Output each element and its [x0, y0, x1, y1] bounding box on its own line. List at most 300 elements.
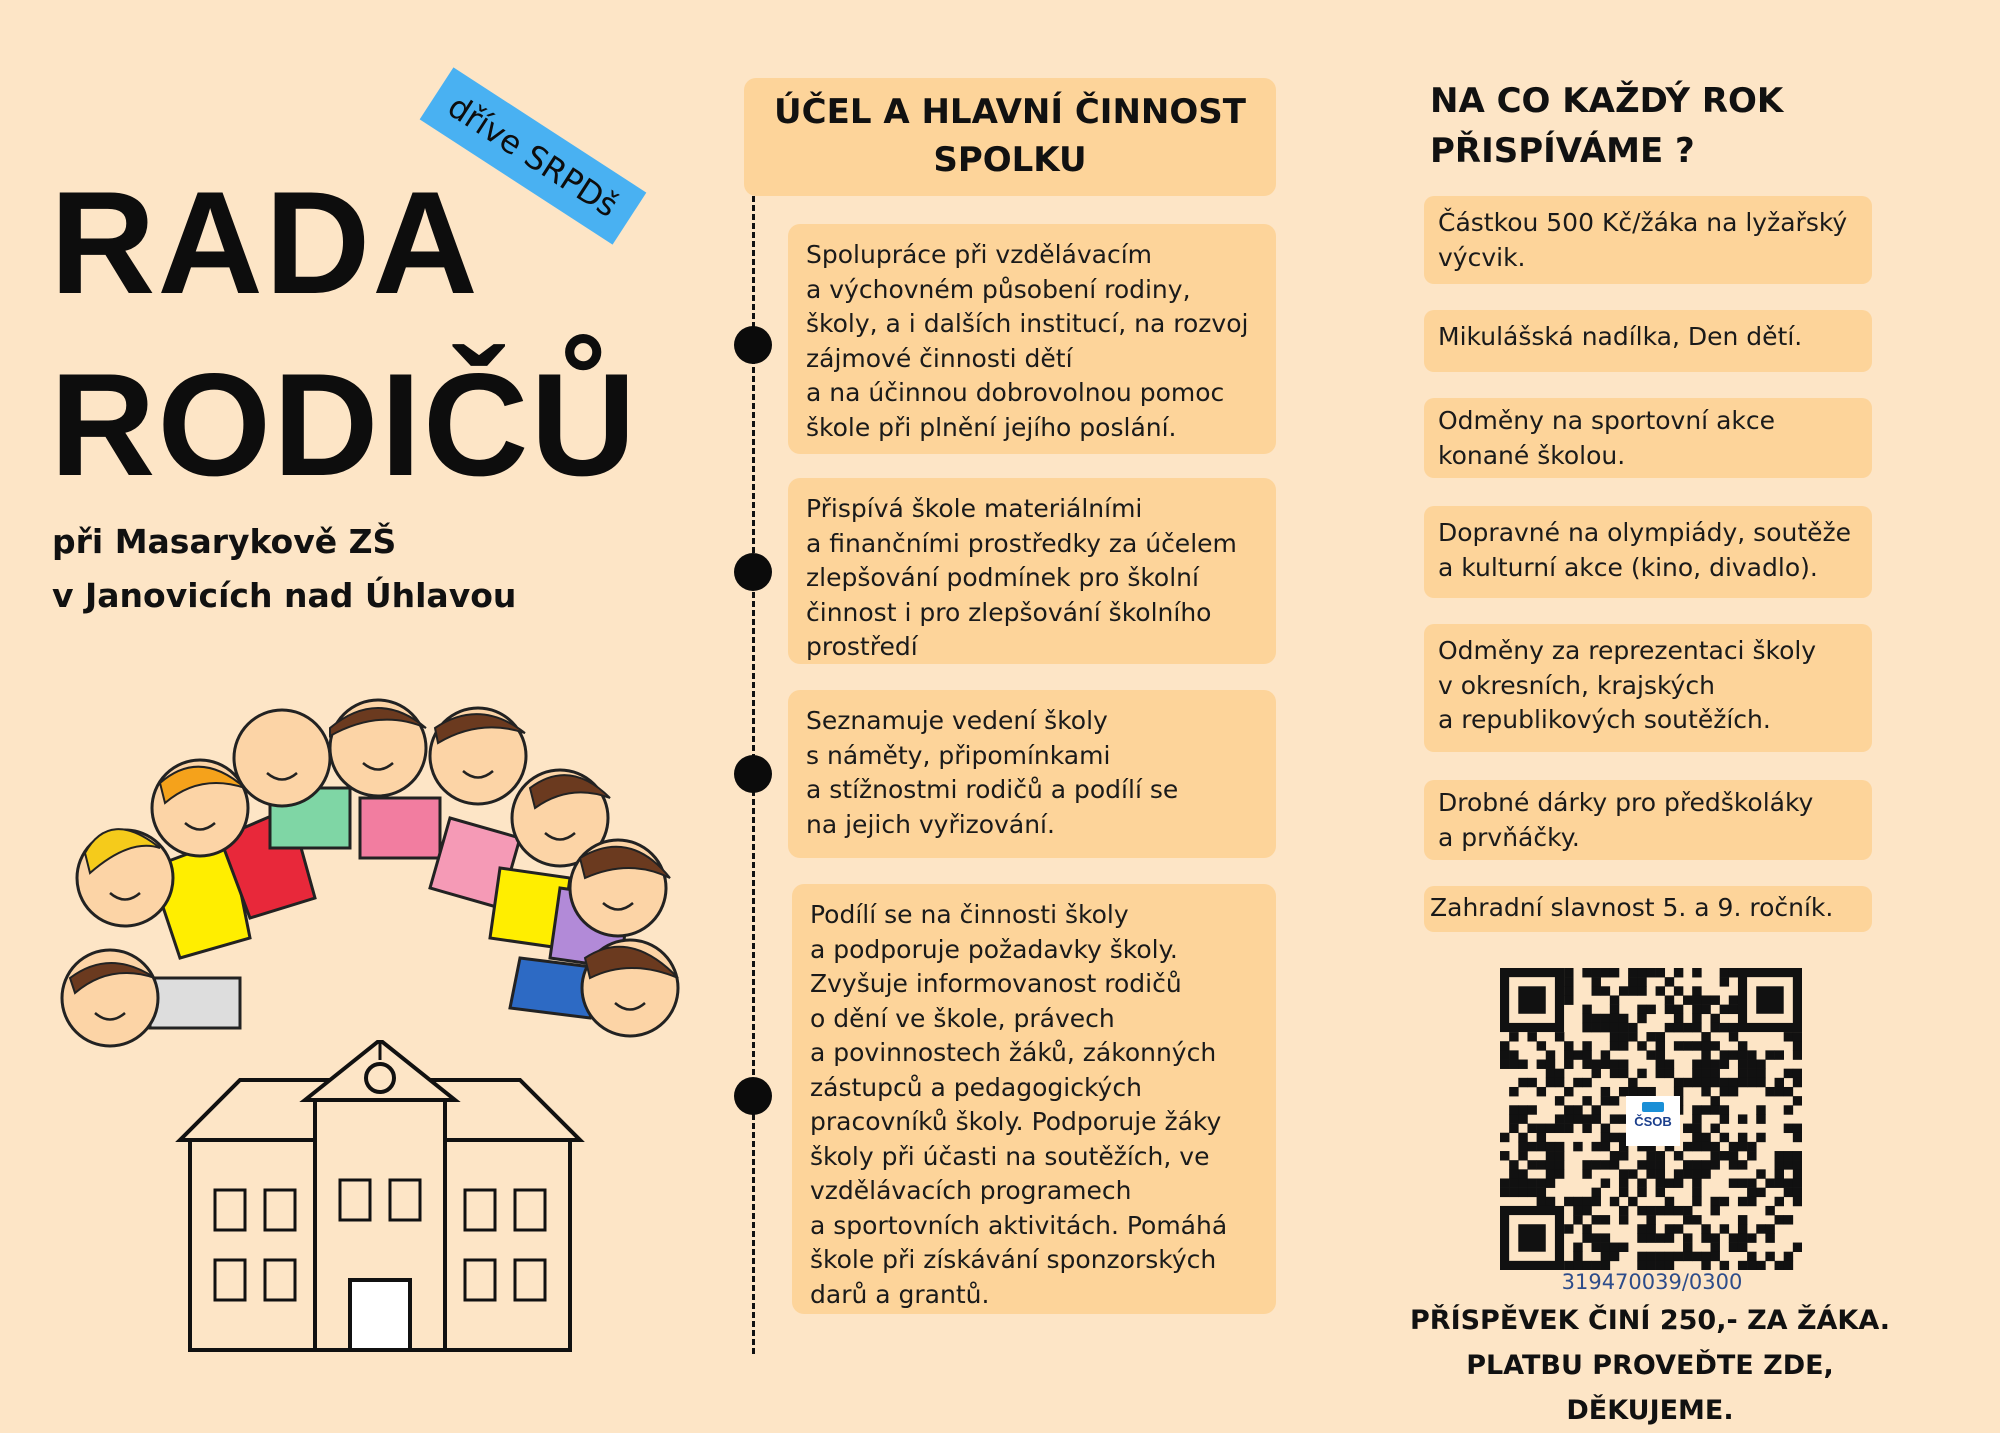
- qr-module: [1738, 1142, 1747, 1151]
- qr-module: [1765, 1233, 1774, 1242]
- qr-module: [1692, 986, 1701, 995]
- qr-module: [1601, 1215, 1610, 1224]
- qr-module: [1710, 1197, 1719, 1206]
- qr-module: [1509, 1032, 1518, 1041]
- qr-module: [1692, 1215, 1701, 1224]
- qr-module: [1509, 1169, 1518, 1178]
- qr-module: [1701, 1032, 1710, 1041]
- qr-module: [1683, 1215, 1692, 1224]
- qr-module: [1674, 1041, 1683, 1050]
- qr-module: [1674, 1087, 1683, 1096]
- qr-module: [1582, 1261, 1591, 1270]
- qr-module: [1710, 1160, 1719, 1169]
- qr-module: [1518, 1078, 1527, 1087]
- qr-module: [1555, 1114, 1564, 1123]
- csob-logo: [1626, 1096, 1680, 1146]
- qr-module: [1518, 1114, 1527, 1123]
- qr-module: [1646, 1206, 1655, 1215]
- qr-module: [1646, 1050, 1655, 1059]
- qr-module: [1546, 1151, 1555, 1160]
- contribution-item-2: [1424, 310, 1872, 372]
- qr-module: [1546, 1178, 1555, 1187]
- qr-module: [1646, 1215, 1655, 1224]
- purpose-item-line: zájmové činnosti dětí: [806, 343, 1073, 373]
- qr-module: [1756, 1069, 1765, 1078]
- qr-module: [1710, 1124, 1719, 1133]
- qr-module: [1592, 1188, 1601, 1197]
- qr-module: [1692, 1005, 1701, 1014]
- qr-module: [1710, 1252, 1719, 1261]
- qr-module: [1546, 1142, 1555, 1151]
- title-line-1: RADA: [50, 161, 480, 324]
- qr-module: [1601, 986, 1610, 995]
- qr-module: [1564, 1087, 1573, 1096]
- qr-module: [1747, 1261, 1756, 1270]
- qr-module: [1527, 1124, 1536, 1133]
- qr-module: [1592, 1069, 1601, 1078]
- qr-module: [1500, 1050, 1509, 1059]
- qr-module: [1701, 1041, 1710, 1050]
- qr-module: [1665, 1252, 1674, 1261]
- qr-module: [1747, 1069, 1756, 1078]
- qr-module: [1500, 1041, 1509, 1050]
- qr-module: [1729, 1032, 1738, 1041]
- qr-module: [1637, 1069, 1646, 1078]
- qr-module: [1674, 1178, 1683, 1187]
- qr-module: [1592, 968, 1601, 977]
- qr-module: [1619, 1060, 1628, 1069]
- qr-module: [1656, 1206, 1665, 1215]
- qr-module: [1582, 1197, 1591, 1206]
- qr-module: [1747, 1233, 1756, 1242]
- qr-module: [1646, 1252, 1655, 1261]
- qr-module: [1656, 1188, 1665, 1197]
- qr-module: [1564, 995, 1573, 1004]
- qr-module: [1564, 968, 1573, 977]
- qr-module: [1592, 1105, 1601, 1114]
- qr-module: [1637, 1005, 1646, 1014]
- purpose-item-line: Seznamuje vedení školy: [806, 706, 1108, 735]
- qr-module: [1701, 1224, 1710, 1233]
- qr-module: [1601, 1133, 1610, 1142]
- qr-module: [1610, 1151, 1619, 1160]
- purpose-item-line: zástupců a pedagogických: [810, 1072, 1142, 1102]
- qr-module: [1793, 1188, 1802, 1197]
- qr-module: [1619, 1041, 1628, 1050]
- qr-module: [1738, 1041, 1747, 1050]
- contributions-heading-line-2: PŘISPÍVÁME ?: [1430, 131, 1695, 171]
- qr-module: [1564, 977, 1573, 986]
- purpose-item-line: a finančními prostředky za účelem: [806, 528, 1237, 558]
- qr-module: [1756, 1060, 1765, 1069]
- qr-module: [1601, 1261, 1610, 1270]
- qr-module: [1729, 1050, 1738, 1059]
- qr-module: [1665, 1069, 1674, 1078]
- qr-module: [1683, 1233, 1692, 1242]
- qr-module: [1701, 1005, 1710, 1014]
- purpose-item-line: Přispívá škole materiálními: [806, 494, 1143, 523]
- qr-module: [1592, 1060, 1601, 1069]
- qr-module: [1628, 1032, 1637, 1041]
- qr-module: [1710, 1069, 1719, 1078]
- qr-module: [1747, 1188, 1756, 1197]
- qr-module: [1610, 1041, 1619, 1050]
- qr-module: [1628, 1023, 1637, 1032]
- qr-module: [1610, 1069, 1619, 1078]
- contribution-item-5: [1424, 624, 1872, 752]
- purpose-item-4: [792, 884, 1276, 1314]
- qr-module: [1628, 986, 1637, 995]
- purpose-item-line: a povinnostech žáků, zákonných: [810, 1038, 1217, 1067]
- qr-module: [1601, 1023, 1610, 1032]
- qr-module: [1518, 1142, 1527, 1151]
- purpose-heading-line-1: ÚČEL A HLAVNÍ ČINNOST: [774, 92, 1246, 133]
- purpose-item-line: a výchovném působení rodiny,: [806, 274, 1191, 304]
- qr-module: [1701, 1160, 1710, 1169]
- payment-qr-code[interactable]: [1500, 968, 1802, 1270]
- payment-footer: [1380, 1298, 1920, 1433]
- qr-module: [1775, 1151, 1784, 1160]
- qr-module: [1527, 1188, 1536, 1197]
- qr-module: [1582, 1169, 1591, 1178]
- qr-module: [1665, 1233, 1674, 1242]
- qr-module: [1665, 1005, 1674, 1014]
- qr-module: [1637, 977, 1646, 986]
- qr-module: [1683, 995, 1692, 1004]
- qr-module: [1646, 968, 1655, 977]
- qr-module: [1619, 1169, 1628, 1178]
- qr-module: [1656, 968, 1665, 977]
- qr-module: [1619, 1014, 1628, 1023]
- qr-module: [1555, 1151, 1564, 1160]
- purpose-item-line: na jejich vyřizování.: [806, 809, 1055, 839]
- qr-module: [1784, 1252, 1793, 1261]
- purpose-item-line: školy při účasti na soutěžích, ve: [810, 1141, 1210, 1171]
- qr-module: [1756, 1188, 1765, 1197]
- qr-module: [1692, 1160, 1701, 1169]
- qr-module: [1775, 1178, 1784, 1187]
- qr-module: [1610, 1114, 1619, 1123]
- qr-module: [1564, 1041, 1573, 1050]
- qr-module: [1729, 1087, 1738, 1096]
- qr-module: [1720, 1078, 1729, 1087]
- qr-module: [1564, 1105, 1573, 1114]
- qr-module: [1527, 1178, 1536, 1187]
- qr-module: [1747, 1142, 1756, 1151]
- contribution-item-line: Zahradní slavnost 5. a 9. ročník.: [1430, 893, 1834, 922]
- qr-module: [1665, 1178, 1674, 1187]
- qr-module: [1546, 1060, 1555, 1069]
- qr-module: [1793, 1243, 1802, 1252]
- qr-module: [1610, 1005, 1619, 1014]
- qr-module: [1701, 1105, 1710, 1114]
- qr-module: [1646, 1087, 1655, 1096]
- qr-module: [1701, 995, 1710, 1004]
- qr-module: [1793, 1041, 1802, 1050]
- qr-module: [1720, 1060, 1729, 1069]
- qr-module: [1582, 1060, 1591, 1069]
- qr-module: [1564, 986, 1573, 995]
- qr-module: [1683, 1142, 1692, 1151]
- qr-module: [1683, 1078, 1692, 1087]
- qr-module: [1619, 1178, 1628, 1187]
- purpose-item-line: vzdělávacích programech: [810, 1176, 1132, 1205]
- qr-module: [1592, 1160, 1601, 1169]
- qr-module: [1637, 1188, 1646, 1197]
- qr-finder-center: [1518, 986, 1545, 1013]
- qr-module: [1784, 1124, 1793, 1133]
- qr-module: [1573, 1078, 1582, 1087]
- qr-module: [1720, 1023, 1729, 1032]
- qr-module: [1747, 1060, 1756, 1069]
- qr-module: [1646, 1032, 1655, 1041]
- qr-module: [1747, 1178, 1756, 1187]
- qr-module: [1637, 1252, 1646, 1261]
- qr-module: [1656, 1252, 1665, 1261]
- qr-module: [1665, 1261, 1674, 1270]
- qr-module: [1793, 1124, 1802, 1133]
- subtitle-line-2: v Janovicích nad Úhlavou: [52, 576, 517, 615]
- purpose-item-line: Spolupráce při vzdělávacím: [806, 240, 1152, 269]
- qr-module: [1729, 995, 1738, 1004]
- qr-module: [1637, 1178, 1646, 1187]
- contribution-item-line: výcvik.: [1438, 242, 1526, 272]
- qr-module: [1738, 1215, 1747, 1224]
- qr-module: [1701, 1060, 1710, 1069]
- qr-module: [1720, 1151, 1729, 1160]
- qr-module: [1546, 1197, 1555, 1206]
- qr-module: [1692, 1060, 1701, 1069]
- qr-module: [1674, 1206, 1683, 1215]
- qr-module: [1637, 1224, 1646, 1233]
- purpose-item-line: činnost i pro zlepšování školního: [806, 597, 1212, 627]
- qr-module: [1509, 1060, 1518, 1069]
- qr-module: [1601, 1060, 1610, 1069]
- qr-module: [1683, 1252, 1692, 1261]
- subtitle-line-1: při Masarykově ZŠ: [52, 522, 397, 561]
- qr-module: [1674, 1169, 1683, 1178]
- qr-module: [1610, 1023, 1619, 1032]
- qr-module: [1601, 1124, 1610, 1133]
- qr-module: [1656, 1151, 1665, 1160]
- qr-module: [1775, 1261, 1784, 1270]
- qr-module: [1537, 1124, 1546, 1133]
- qr-module: [1747, 1252, 1756, 1261]
- qr-module: [1582, 1114, 1591, 1123]
- qr-module: [1756, 1169, 1765, 1178]
- qr-module: [1793, 1050, 1802, 1059]
- qr-module: [1582, 1206, 1591, 1215]
- qr-module: [1646, 1169, 1655, 1178]
- purpose-item-line: a sportovních aktivitách. Pomáhá: [810, 1210, 1228, 1240]
- qr-module: [1527, 1078, 1536, 1087]
- qr-module: [1710, 1060, 1719, 1069]
- contribution-item-4: [1424, 506, 1872, 598]
- qr-module: [1500, 1178, 1509, 1187]
- qr-module: [1628, 1087, 1637, 1096]
- qr-finder-center: [1518, 1224, 1545, 1251]
- qr-module: [1656, 1050, 1665, 1059]
- qr-module: [1619, 1206, 1628, 1215]
- qr-module: [1674, 1078, 1683, 1087]
- qr-module: [1592, 1215, 1601, 1224]
- qr-module: [1546, 1069, 1555, 1078]
- qr-module: [1537, 1087, 1546, 1096]
- qr-module: [1555, 1169, 1564, 1178]
- qr-module: [1637, 1160, 1646, 1169]
- qr-module: [1729, 1160, 1738, 1169]
- qr-module: [1610, 968, 1619, 977]
- qr-module: [1656, 1069, 1665, 1078]
- qr-module: [1601, 1160, 1610, 1169]
- qr-module: [1582, 1005, 1591, 1014]
- qr-module: [1582, 1050, 1591, 1059]
- bank-account-number: 319470039/0300: [1561, 1270, 1743, 1294]
- payment-footer-line-2: PLATBU PROVEĎTE ZDE, DĚKUJEME.: [1466, 1350, 1834, 1426]
- qr-module: [1729, 1233, 1738, 1242]
- purpose-heading-line-2: SPOLKU: [933, 140, 1087, 180]
- qr-module: [1701, 1142, 1710, 1151]
- qr-module: [1537, 1133, 1546, 1142]
- qr-module: [1592, 1233, 1601, 1242]
- qr-module: [1683, 1160, 1692, 1169]
- qr-module: [1564, 1060, 1573, 1069]
- qr-module: [1546, 1078, 1555, 1087]
- qr-module: [1637, 968, 1646, 977]
- qr-module: [1692, 995, 1701, 1004]
- qr-module: [1775, 1087, 1784, 1096]
- qr-module: [1537, 1178, 1546, 1187]
- qr-module: [1628, 1169, 1637, 1178]
- purpose-item-line: pracovníků školy. Podporuje žáky: [810, 1107, 1222, 1136]
- qr-module: [1674, 1224, 1683, 1233]
- qr-module: [1555, 1124, 1564, 1133]
- qr-module: [1592, 1243, 1601, 1252]
- purpose-item-line: s náměty, připomínkami: [806, 740, 1111, 770]
- qr-module: [1793, 1133, 1802, 1142]
- qr-module: [1518, 1178, 1527, 1187]
- qr-module: [1509, 1105, 1518, 1114]
- qr-module: [1564, 1197, 1573, 1206]
- contribution-item-line: v okresních, krajských: [1438, 670, 1715, 700]
- qr-module: [1765, 1224, 1774, 1233]
- qr-module: [1793, 1169, 1802, 1178]
- qr-module: [1518, 1169, 1527, 1178]
- qr-module: [1592, 986, 1601, 995]
- qr-module: [1601, 1050, 1610, 1059]
- qr-module: [1692, 1142, 1701, 1151]
- qr-module: [1720, 1197, 1729, 1206]
- purpose-item-1: [788, 224, 1276, 454]
- qr-module: [1564, 1224, 1573, 1233]
- qr-module: [1756, 1105, 1765, 1114]
- qr-module: [1582, 1160, 1591, 1169]
- qr-module: [1518, 1060, 1527, 1069]
- contribution-item-line: Mikulášská nadílka, Den dětí.: [1438, 322, 1803, 351]
- qr-module: [1546, 1169, 1555, 1178]
- qr-module: [1720, 977, 1729, 986]
- purpose-item-line: škole při plnění jejího poslání.: [806, 412, 1177, 442]
- qr-module: [1665, 1060, 1674, 1069]
- qr-module: [1628, 1197, 1637, 1206]
- contribution-item-7: [1424, 886, 1872, 932]
- qr-module: [1537, 1060, 1546, 1069]
- qr-module: [1738, 1261, 1747, 1270]
- qr-module: [1692, 1188, 1701, 1197]
- purpose-item-line: a na účinnou dobrovolnou pomoc: [806, 378, 1225, 407]
- qr-module: [1710, 1206, 1719, 1215]
- qr-module: [1710, 1142, 1719, 1151]
- qr-module: [1701, 1252, 1710, 1261]
- qr-module: [1610, 1032, 1619, 1041]
- qr-module: [1500, 1060, 1509, 1069]
- qr-module: [1573, 1261, 1582, 1270]
- qr-module: [1701, 1133, 1710, 1142]
- qr-module: [1637, 1087, 1646, 1096]
- timeline-dot: [734, 755, 772, 793]
- qr-module: [1656, 1041, 1665, 1050]
- qr-module: [1701, 1050, 1710, 1059]
- qr-module: [1555, 1069, 1564, 1078]
- timeline-dot: [734, 1077, 772, 1115]
- qr-module: [1784, 1105, 1793, 1114]
- contribution-item-line: Dopravné na olympiády, soutěže: [1438, 518, 1852, 547]
- qr-module: [1765, 1178, 1774, 1187]
- qr-module: [1747, 1197, 1756, 1206]
- qr-module: [1656, 1233, 1665, 1242]
- qr-module: [1692, 1078, 1701, 1087]
- qr-module: [1601, 1087, 1610, 1096]
- purpose-item-line: školy, a i dalších institucí, na rozvoj: [806, 309, 1249, 338]
- qr-module: [1610, 1096, 1619, 1105]
- qr-module: [1628, 1078, 1637, 1087]
- qr-module: [1710, 995, 1719, 1004]
- qr-module: [1738, 1133, 1747, 1142]
- qr-module: [1729, 1142, 1738, 1151]
- purpose-heading: [744, 78, 1276, 196]
- qr-module: [1646, 1224, 1655, 1233]
- qr-module: [1710, 1023, 1719, 1032]
- qr-module: [1628, 977, 1637, 986]
- qr-module: [1555, 1160, 1564, 1169]
- qr-module: [1619, 1032, 1628, 1041]
- contribution-item-6: [1424, 780, 1872, 860]
- qr-module: [1546, 1160, 1555, 1169]
- children-circle-illustration: [30, 688, 710, 1088]
- qr-module: [1637, 1261, 1646, 1270]
- qr-module: [1674, 1023, 1683, 1032]
- qr-module: [1701, 1169, 1710, 1178]
- qr-module: [1710, 1041, 1719, 1050]
- qr-module: [1710, 1014, 1719, 1023]
- qr-module: [1720, 968, 1729, 977]
- qr-module: [1729, 1178, 1738, 1187]
- qr-module: [1646, 1233, 1655, 1242]
- qr-module: [1646, 1151, 1655, 1160]
- qr-module: [1564, 1124, 1573, 1133]
- qr-module: [1555, 1096, 1564, 1105]
- qr-module: [1784, 1160, 1793, 1169]
- qr-module: [1692, 1114, 1701, 1123]
- qr-module: [1656, 1160, 1665, 1169]
- purpose-item-3: [788, 690, 1276, 858]
- qr-module: [1683, 1023, 1692, 1032]
- qr-module: [1518, 1188, 1527, 1197]
- qr-module: [1729, 1005, 1738, 1014]
- qr-module: [1601, 1096, 1610, 1105]
- qr-module: [1683, 1169, 1692, 1178]
- qr-module: [1555, 1142, 1564, 1151]
